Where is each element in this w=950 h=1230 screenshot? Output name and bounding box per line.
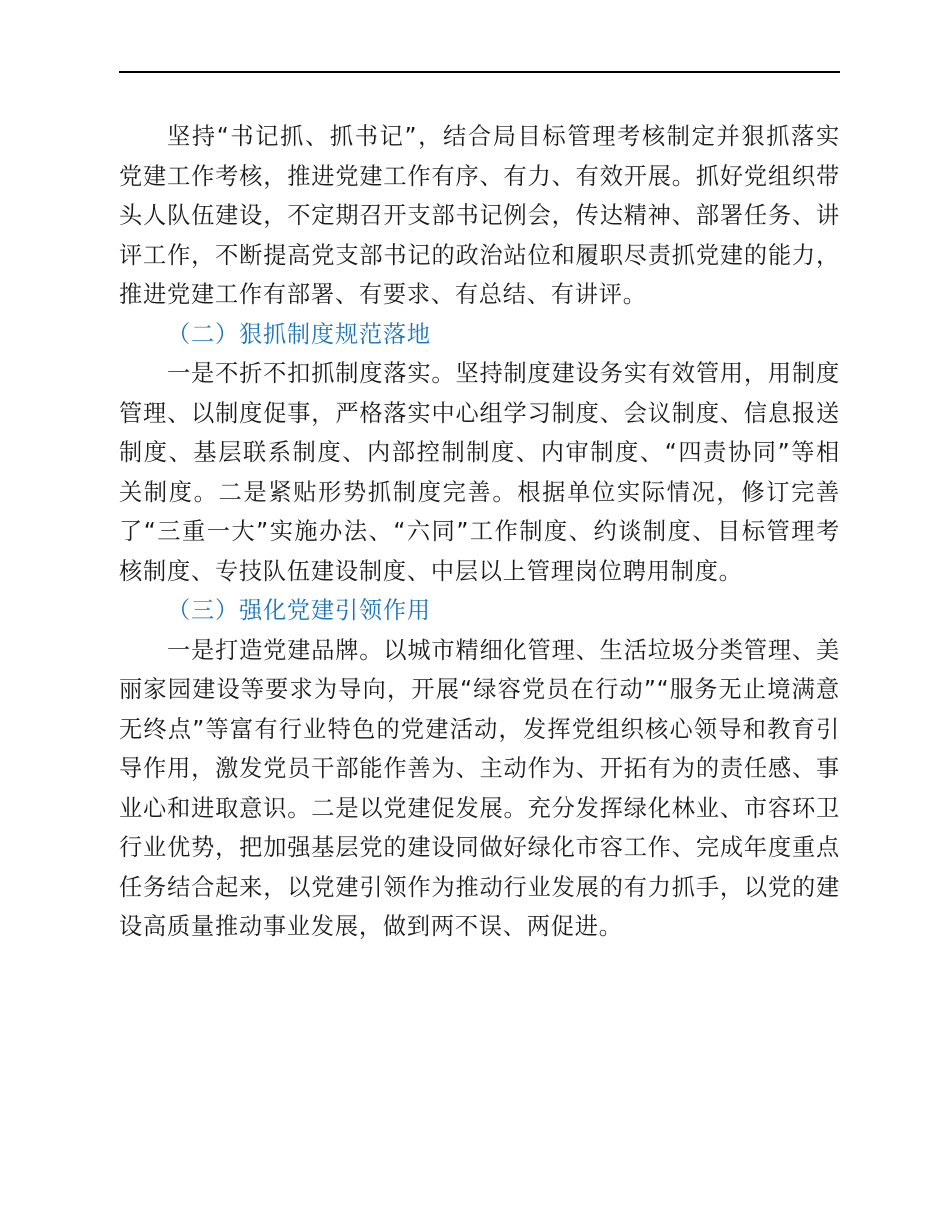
paragraph-system-implementation: 一是不折不扣抓制度落实。坚持制度建设务实有效管用，用制度管理、以制度促事，严格落实中心组学习制度、会议制度、信息报送制度、基层联系制度、内部控制制度、内审制度、“四责协同”等相关制度。二是紧贴形势抓制度完善。根据单位实际情况，修订完善了“三重一大”实施办法、“六同”工作制度、约谈制度、目标管理考核制度、专技队伍建设制度、中层以上管理岗位聘用制度。 (119, 360, 840, 585)
section-heading-2: （二）狠抓制度规范落地 (167, 320, 431, 348)
section-heading-3: （三）强化党建引领作用 (167, 597, 431, 624)
paragraph-party-leadership: 一是打造党建品牌。以城市精细化管理、生活垃圾分类管理、美丽家园建设等要求为导向，开展“绿容党员在行动”“服务无止境满意无终点”等富有行业特色的党建活动，发挥党组织核心领导和教育引导作用，激发党员干部能作善为、主动作为、开拓有为的责任感、事业心和进取意识。二是以党建促发展。充分发挥绿化林业、市容环卫行业优势，把加强基层党的建设同做好绿化市容工作、完成年度重点任务结合起来，以党建引领作为推动行业发展的有力抓手，以党的建设高质量推动事业发展，做到两不误、两促进。 (119, 636, 840, 940)
document-body (119, 117, 840, 947)
header-rule (119, 71, 840, 73)
paragraph-party-building-assessment: 坚持“书记抓、抓书记”，结合局目标管理考核制定并狠抓落实党建工作考核，推进党建工作有序、有力、有效开展。抓好党组织带头人队伍建设，不定期召开支部书记例会，传达精神、部署任务、讲评工作，不断提高党支部书记的政治站位和履职尽责抓党建的能力，推进党建工作有部署、有要求、有总结、有讲评。 (119, 123, 840, 308)
